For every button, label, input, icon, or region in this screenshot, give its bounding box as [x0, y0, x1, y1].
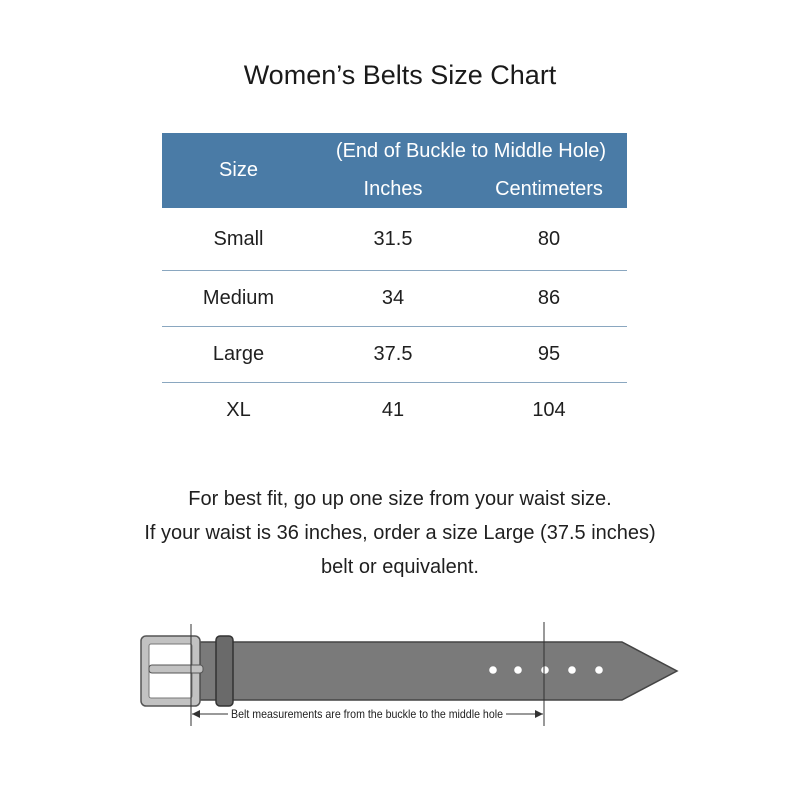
cell-inches: 41 — [381, 399, 405, 421]
cell-size: Small — [213, 227, 264, 250]
belt-strap — [200, 642, 677, 700]
belt-keeper — [216, 636, 233, 706]
cell-size: XL — [226, 399, 251, 421]
fit-note — [0, 482, 800, 584]
cell-size: Large — [212, 343, 265, 365]
belt-hole — [489, 666, 497, 674]
cell-inches: 31.5 — [373, 227, 413, 250]
belt-diagram — [0, 600, 800, 740]
header-measure-note: (End of Buckle to Middle Hole) — [335, 140, 607, 162]
table-row — [162, 271, 627, 327]
table-body — [162, 208, 627, 438]
fit-note-line-2: If your waist is 36 inches, order a size Large (37.5 inches) — [144, 522, 656, 544]
table-row — [162, 383, 627, 438]
belt-hole — [568, 666, 576, 674]
belt-hole — [541, 666, 549, 674]
cell-cm: 104 — [532, 399, 566, 421]
belt-hole — [595, 666, 603, 674]
arrow-left-icon — [192, 710, 200, 718]
belt-hole — [514, 666, 522, 674]
table-header — [162, 133, 627, 208]
cell-cm: 95 — [537, 343, 561, 365]
arrow-right-icon — [535, 710, 543, 718]
cell-inches: 37.5 — [373, 343, 413, 365]
measurement-caption: Belt measurements are from the buckle to the middle hole — [231, 707, 504, 721]
page-title: Women’s Belts Size Chart — [243, 60, 557, 90]
table-row — [162, 327, 627, 383]
table-row — [162, 208, 627, 271]
header-size: Size — [219, 159, 258, 181]
fit-note-line-3: belt or equivalent. — [321, 556, 479, 578]
size-table — [162, 133, 627, 438]
header-inches: Inches — [363, 178, 423, 200]
cell-inches: 34 — [381, 287, 405, 309]
cell-cm: 80 — [537, 227, 561, 250]
cell-cm: 86 — [537, 287, 561, 309]
fit-note-line-1: For best fit, go up one size from your waist size. — [188, 488, 612, 510]
cell-size: Medium — [202, 287, 275, 309]
buckle-icon — [141, 636, 203, 706]
header-centimeters: Centimeters — [495, 178, 603, 200]
